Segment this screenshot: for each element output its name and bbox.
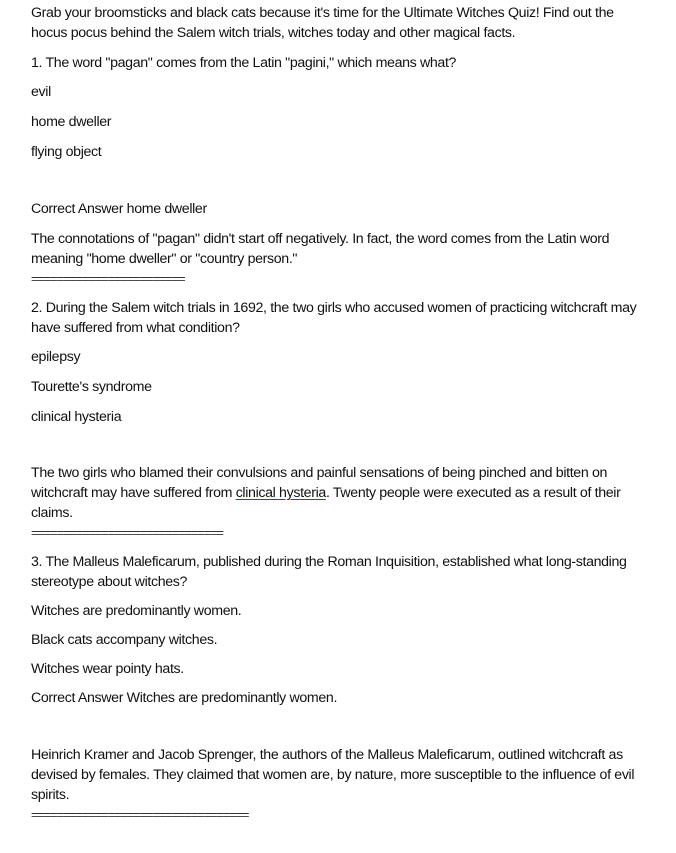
question-1-explanation: The connotations of "pagan" didn't start off negatively. In fact, the word comes from the Latin word meaning "home dweller" or "country person." (31, 231, 610, 267)
separator-1: ======================== (31, 271, 185, 286)
question-2-explanation (31, 463, 646, 523)
question-2-option-2: Tourette's syndrome (31, 379, 152, 395)
question-2-explanation-text: The two girls who blamed their convulsions and painful sensations of being pinched and bitten on witchcraft may have suffered from (31, 465, 608, 501)
question-1-answer: Correct Answer home dweller (31, 201, 207, 217)
question-1-option-2: home dweller (31, 114, 112, 130)
question-2: 2. During the Salem witch trials in 1692, the two girls who accused women of practicing witchcraft may have suffered from what condition? (31, 300, 637, 336)
question-1: 1. The word "pagan" comes from the Latin "pagini," which means what? (31, 55, 457, 71)
question-3-answer: Correct Answer Witches are predominantly women. (31, 690, 338, 706)
clinical-hysteria-link[interactable]: clinical hysteria (235, 485, 326, 501)
question-3-option-3: Witches wear pointy hats. (31, 661, 184, 677)
question-2-explanation-end: . Twenty people were executed as a result of their claims. (31, 485, 621, 521)
separator-3: ================================== (31, 807, 249, 822)
separator-2: ============================== (31, 525, 223, 540)
question-3: 3. The Malleus Maleficarum, published during the Roman Inquisition, established what long-standing stereotype about witches? (31, 554, 627, 590)
question-3-explanation: Heinrich Kramer and Jacob Sprenger, the authors of the Malleus Maleficarum, outlined witchcraft as devised by females. They claimed that women are, by nature, more susceptible to the influence of evil spirits. (31, 747, 635, 803)
question-3-option-2: Black cats accompany witches. (31, 632, 218, 648)
question-2-option-1: epilepsy (31, 349, 81, 365)
question-1-option-1: evil (31, 84, 51, 100)
question-2-option-3: clinical hysteria (31, 409, 122, 425)
quiz-document (31, 3, 646, 825)
question-1-option-3: flying object (31, 144, 102, 160)
intro-paragraph: Grab your broomsticks and black cats because it's time for the Ultimate Witches Quiz! Find out the hocus pocus behind the Salem witch trials, witches today and other magical facts. (31, 5, 614, 41)
question-3-option-1: Witches are predominantly women. (31, 603, 242, 619)
